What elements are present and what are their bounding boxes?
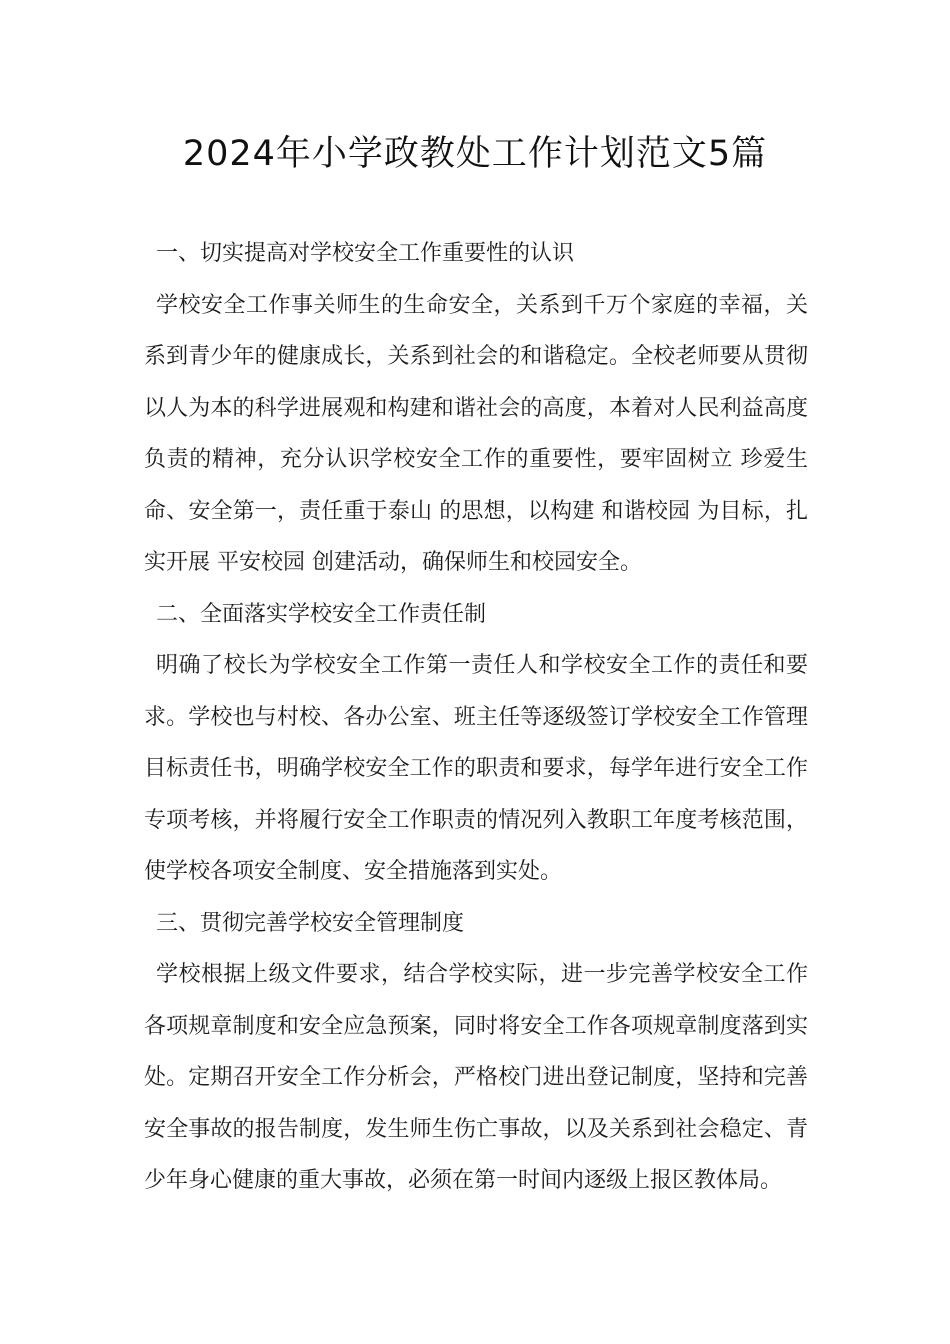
document-body: [144, 228, 808, 1207]
section-paragraph-2: 明确了校长为学校安全工作第一责任人和学校安全工作的责任和要求。学校也与村校、各办公室、班主任等逐级签订学校安全工作管理目标责任书，明确学校安全工作的职责和要求，每学年进行安全工作专项考核，并将履行安全工作职责的情况列入教职工年度考核范围，使学校各项安全制度、安全措施落到实处。: [144, 653, 808, 884]
section-paragraph-1: 学校安全工作事关师生的生命安全，关系到千万个家庭的幸福，关系到青少年的健康成长，关系到社会的和谐稳定。全校老师要从贯彻以人为本的科学进展观和构建和谐社会的高度，本着对人民利益高度负责的精神，充分认识学校安全工作的重要性，要牢固树立 珍爱生命、安全第一，责任重于泰山 的思想，以构建 和谐校园 为目标，扎实开展 平安校园 创建活动，确保师生和校园安全。: [144, 292, 808, 575]
section-paragraph-3: 学校根据上级文件要求，结合学校实际，进一步完善学校安全工作各项规章制度和安全应急预案，同时将安全工作各项规章制度落到实处。定期召开安全工作分析会，严格校门进出登记制度，坚持和完善安全事故的报告制度，发生师生伤亡事故，以及关系到社会稳定、青少年身心健康的重大事故，必须在第一时间内逐级上报区教体局。: [144, 962, 808, 1193]
section-heading-1: 一、切实提高对学校安全工作重要性的认识: [156, 241, 575, 266]
section-heading-3: 三、贯彻完善学校安全管理制度: [156, 910, 465, 936]
section-heading-2: 二、全面落实学校安全工作责任制: [156, 601, 487, 627]
document-title: 2024年小学政教处工作计划范文5篇: [182, 134, 768, 174]
